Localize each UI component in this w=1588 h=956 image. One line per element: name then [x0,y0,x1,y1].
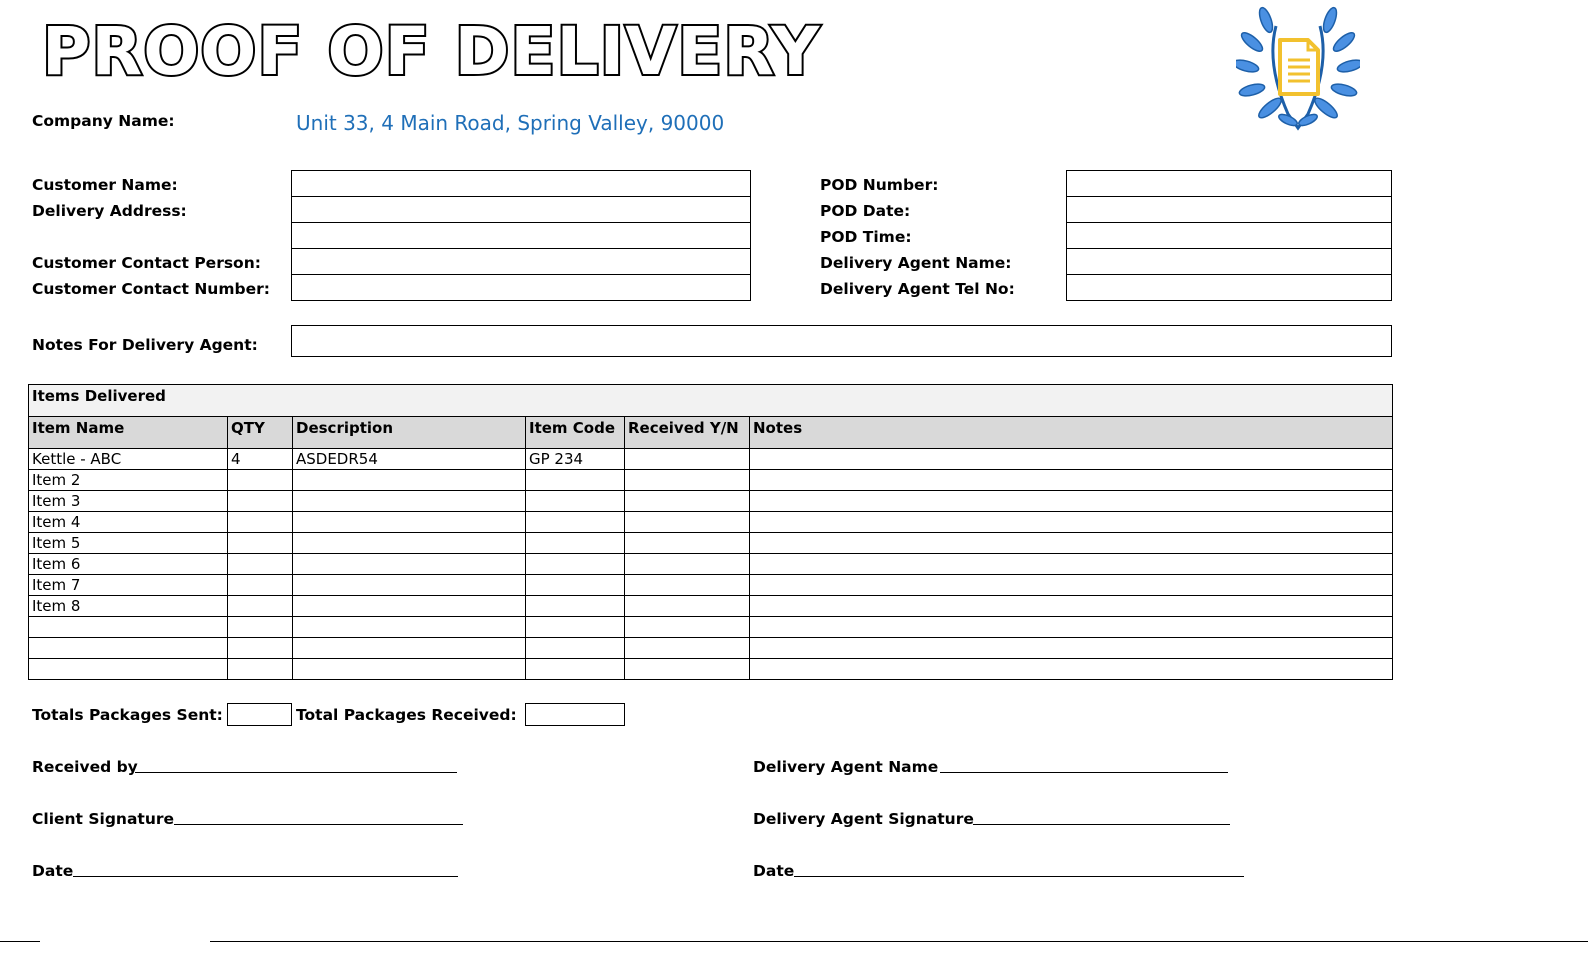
cell-description[interactable] [293,470,526,491]
table-row [29,659,1393,680]
cell-item-name[interactable]: Item 3 [29,491,228,512]
company-name-label: Company Name: [32,112,175,130]
pod-time-field[interactable] [1066,222,1392,249]
header-item-code: Item Code [526,417,625,449]
cell-item-name[interactable]: Item 7 [29,575,228,596]
cell-received[interactable] [625,659,750,680]
client-signature-line[interactable] [174,824,463,825]
cell-item-code[interactable] [526,596,625,617]
cell-notes[interactable] [750,470,1393,491]
total-sent-label: Totals Packages Sent: [32,706,223,724]
agent-name-label: Delivery Agent Name: [820,254,1012,272]
table-row [29,491,1393,512]
delivery-address-field-2[interactable] [291,222,751,249]
agent-name-field[interactable] [1066,248,1392,275]
cell-item-code[interactable] [526,533,625,554]
pod-number-field[interactable] [1066,170,1392,197]
items-caption-row [29,385,1393,417]
cell-item-code[interactable] [526,575,625,596]
cell-description[interactable] [293,554,526,575]
date-right-line[interactable] [794,876,1244,877]
cell-notes[interactable] [750,575,1393,596]
notes-field[interactable] [291,325,1392,357]
cell-item-code[interactable] [526,659,625,680]
cell-received[interactable] [625,491,750,512]
cell-qty[interactable]: 4 [228,449,293,470]
total-sent-field[interactable] [227,703,292,726]
cell-item-code[interactable]: GP 234 [526,449,625,470]
pod-date-label: POD Date: [820,202,911,220]
cell-notes[interactable] [750,449,1393,470]
cell-item-code[interactable] [526,554,625,575]
cell-qty[interactable] [228,617,293,638]
cell-item-name[interactable]: Item 2 [29,470,228,491]
cell-received[interactable] [625,554,750,575]
cell-item-code[interactable] [526,638,625,659]
table-row [29,638,1393,659]
cell-received[interactable] [625,449,750,470]
items-caption: Items Delivered [29,385,1393,417]
cell-description[interactable] [293,575,526,596]
cell-item-name[interactable] [29,659,228,680]
table-row [29,596,1393,617]
cell-received[interactable] [625,596,750,617]
cell-notes[interactable] [750,659,1393,680]
cell-item-code[interactable] [526,470,625,491]
page-edge-line-left [0,941,40,942]
cell-received[interactable] [625,470,750,491]
pod-time-label: POD Time: [820,228,912,246]
company-address-value: Unit 33, 4 Main Road, Spring Valley, 90000 [296,111,725,135]
cell-qty[interactable] [228,638,293,659]
page-edge-line-right [210,941,1588,942]
cell-item-name[interactable]: Item 4 [29,512,228,533]
cell-notes[interactable] [750,491,1393,512]
cell-item-name[interactable]: Item 5 [29,533,228,554]
cell-qty[interactable] [228,554,293,575]
table-row [29,554,1393,575]
header-received: Received Y/N [625,417,750,449]
contact-person-label: Customer Contact Person: [32,254,261,272]
cell-item-name[interactable]: Item 6 [29,554,228,575]
cell-notes[interactable] [750,617,1393,638]
total-received-field[interactable] [525,703,625,726]
page-title: PROOF OF DELIVERY [42,13,821,90]
cell-qty[interactable] [228,659,293,680]
total-received-label: Total Packages Received: [296,706,517,724]
agent-name-sign-label: Delivery Agent Name [753,758,939,776]
agent-tel-field[interactable] [1066,274,1392,301]
cell-qty[interactable] [228,491,293,512]
cell-notes[interactable] [750,596,1393,617]
date-left-label: Date [32,862,74,880]
notes-label: Notes For Delivery Agent: [32,336,258,354]
cell-description[interactable] [293,638,526,659]
cell-notes[interactable] [750,638,1393,659]
cell-description[interactable] [293,617,526,638]
cell-notes[interactable] [750,512,1393,533]
date-right-label: Date [753,862,795,880]
cell-item-code[interactable] [526,512,625,533]
items-header-row [29,417,1393,449]
cell-qty[interactable] [228,596,293,617]
header-qty: QTY [228,417,293,449]
pod-date-field[interactable] [1066,196,1392,223]
cell-qty[interactable] [228,470,293,491]
cell-item-code[interactable] [526,491,625,512]
table-row [29,533,1393,554]
cell-description[interactable] [293,596,526,617]
table-row [29,617,1393,638]
contact-person-field[interactable] [291,248,751,275]
header-item-name: Item Name [29,417,228,449]
agent-name-line[interactable] [940,772,1228,773]
header-description: Description [293,417,526,449]
delivery-address-label: Delivery Address: [32,202,187,220]
cell-description[interactable] [293,491,526,512]
cell-received[interactable] [625,617,750,638]
client-signature-label: Client Signature [32,810,175,828]
cell-item-name[interactable]: Kettle - ABC [29,449,228,470]
cell-description[interactable] [293,659,526,680]
cell-received[interactable] [625,575,750,596]
customer-name-label: Customer Name: [32,176,178,194]
contact-number-label: Customer Contact Number: [32,280,270,298]
agent-signature-line[interactable] [973,824,1230,825]
cell-description[interactable] [293,512,526,533]
laurel-document-icon [1236,4,1360,132]
cell-notes[interactable] [750,533,1393,554]
cell-received[interactable] [625,533,750,554]
date-left-line[interactable] [73,876,458,877]
cell-received[interactable] [625,638,750,659]
agent-tel-label: Delivery Agent Tel No: [820,280,1015,298]
table-row [29,470,1393,491]
received-by-line[interactable] [135,772,457,773]
cell-description[interactable]: ASDEDR54 [293,449,526,470]
cell-qty[interactable] [228,575,293,596]
items-table [28,384,1393,680]
cell-qty[interactable] [228,533,293,554]
cell-item-code[interactable] [526,617,625,638]
table-row [29,512,1393,533]
cell-item-name[interactable] [29,617,228,638]
table-row [29,449,1393,470]
cell-notes[interactable] [750,554,1393,575]
pod-number-label: POD Number: [820,176,939,194]
contact-number-field[interactable] [291,274,751,301]
cell-qty[interactable] [228,512,293,533]
customer-name-field[interactable] [291,170,751,197]
cell-item-name[interactable] [29,638,228,659]
agent-signature-label: Delivery Agent Signature [753,810,974,828]
cell-item-name[interactable]: Item 8 [29,596,228,617]
header-notes: Notes [750,417,1393,449]
delivery-address-field-1[interactable] [291,196,751,223]
cell-description[interactable] [293,533,526,554]
table-row [29,575,1393,596]
cell-received[interactable] [625,512,750,533]
received-by-label: Received by [32,758,138,776]
